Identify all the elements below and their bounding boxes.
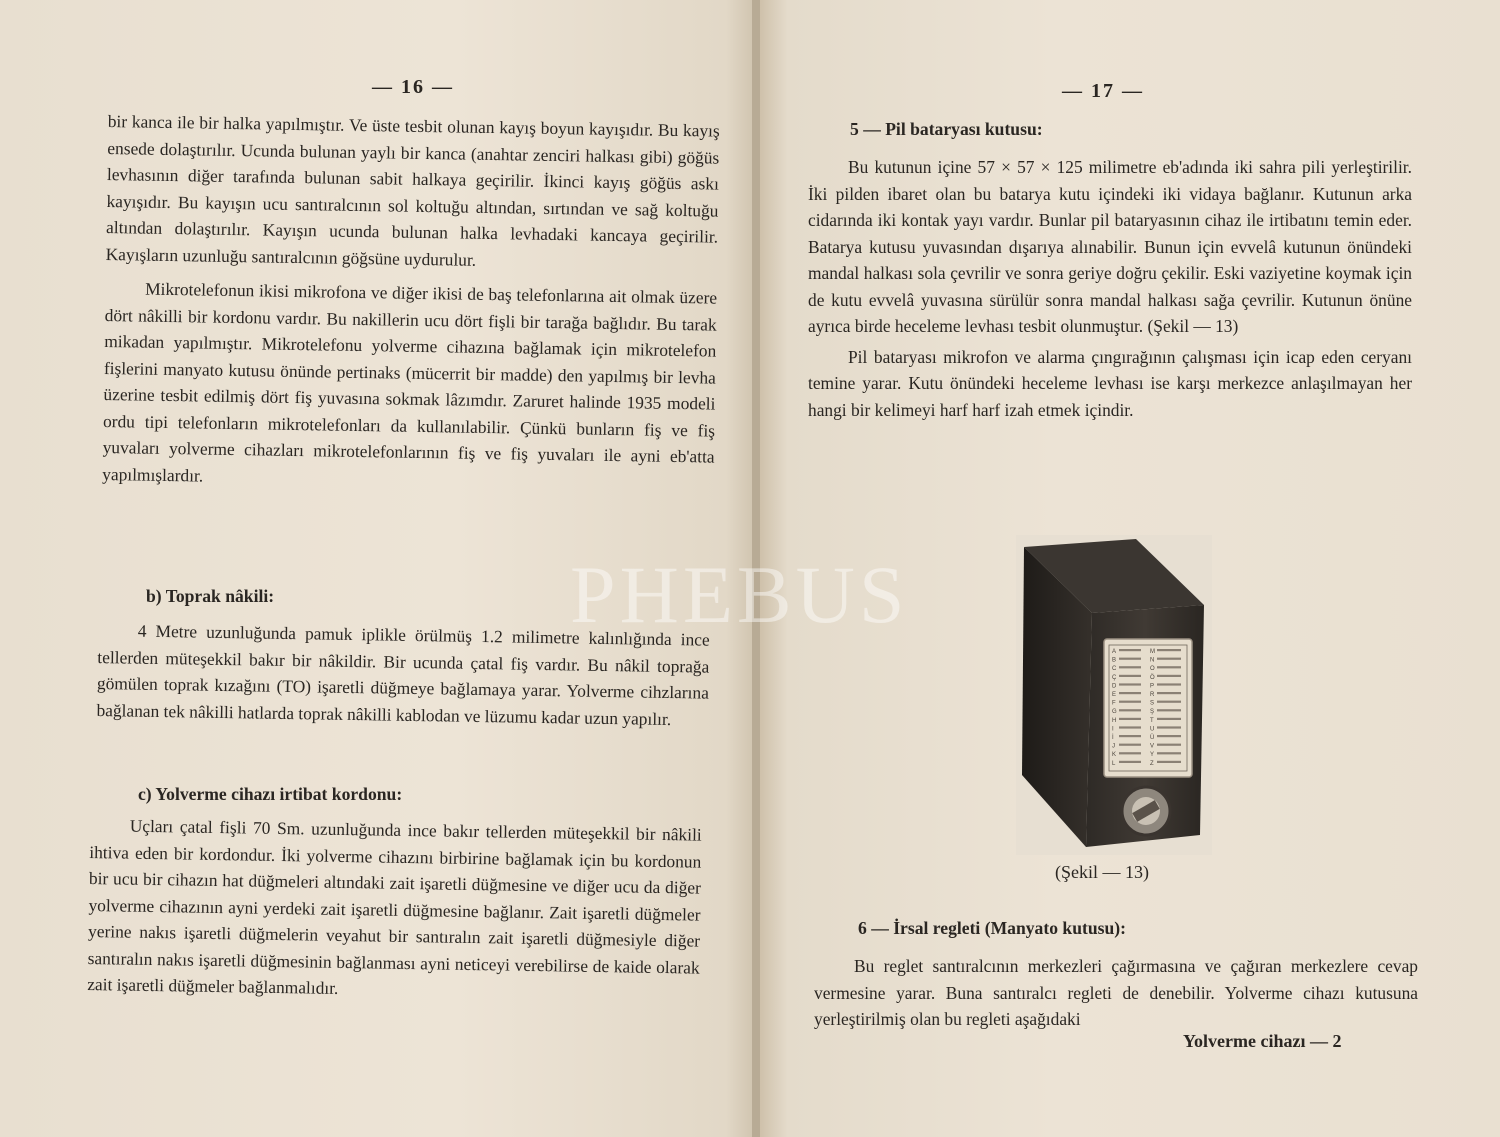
plate-letter: D xyxy=(1112,683,1117,690)
left-paragraph-1: bir kanca ile bir halka yapılmıştır. Ve üste tesbit olunan kayış boyun kayışıdır. Bu kayış ensede dolaştırılır. Ucunda bulunan yaylı bir kanca (anahtar zenciri halkası gibi) göğüs levhasının diğer tarafında bulunan sabit halkaya geçirilir. İkinci kayış göğüs askı kayışıdır. Bu kayışın ucu santıralcının sol koltuğu altından, sırtından ve sağ koltuğu altından dolaştırılır. Kayışın ucunda bulunan halka levhadaki kancaya geçirilir. Kayışların uzunluğu santıralcının göğsüne uydurulur. xyxy=(105,110,720,270)
plate-letter: Y xyxy=(1150,752,1155,759)
plate-letter: R xyxy=(1150,692,1155,698)
plate-letter: İ xyxy=(1112,735,1114,741)
plate-letter: G xyxy=(1112,709,1117,716)
plate-letter: K xyxy=(1112,752,1117,759)
plate-letter: B xyxy=(1112,657,1117,664)
plate-letter: Ş xyxy=(1150,709,1155,716)
left-paragraph-4: Uçları çatal fişli 70 Sm. uzunluğunda ince bakır tellerden müteşekkil bir nâkili ihtiva eden bir kordondur. İki yolverme cihazını birbirine bağlamak için bu kordonun bir ucu bir cihazın hat düğmeleri altındaki zait işaretli düğmesine ve diğer ucu da diğer yolverme cihazının ayni yerdeki zait işaretli düğmesine bağlanır. Zait işaretli düğmeler yerine nakıs işaretli düğmelerin veyahut bir santıralın zait işaretli düğmesiyle diğer santıralın nakıs işaretli düğmesinin bağlanması ayni neticeyi verebilirse de kaide olarak zait işaretli düğmeler bağlanmalıdır. xyxy=(87,815,702,998)
right-paragraph-3: Bu reglet santıralcının merkezleri çağırmasına ve çağıran merkezlere cevap vermesine yarar. Buna santıralcı regleti de denebilir. Yolverme cihazı kutusuna yerleştirilmiş olan bu regleti aşağıdaki xyxy=(814,956,1418,1029)
plate-letter: Ö xyxy=(1150,674,1155,681)
watermark: PHEBUS xyxy=(570,549,909,640)
plate-letter: J xyxy=(1112,743,1115,750)
plate-letter: U xyxy=(1150,726,1155,733)
plate-letter: M xyxy=(1150,649,1155,655)
plate-letter: P xyxy=(1150,683,1155,690)
plate-letter: Ç xyxy=(1112,674,1117,681)
plate-letter: Ü xyxy=(1150,735,1155,741)
plate-letter: L xyxy=(1112,760,1116,767)
left-page-body xyxy=(102,108,720,497)
plate-letter: F xyxy=(1112,700,1116,707)
left-paragraph-3: 4 Metre uzunluğunda pamuk iplikle örülmüş 1.2 milimetre kalınlığında ince tellerden müteşekkil bakır bir nâkildir. Bir ucunda çatal fiş vardır. Bu nâkil toprağa gömülen toprak kızağını (TO) işaretli düğmeye bağlamaya yarar. Yolverme cihzlarına bağlanan tek nâkilli hatlarda toprak nâkilli kablodan ve lüzumu kadar uzun yapılır. xyxy=(96,620,710,729)
left-page-number: — 16 — xyxy=(372,76,454,98)
right-paragraph-2: Pil bataryası mikrofon ve alarma çıngırağının çalışması için icap eden ceryanı temine yarar. Kutu önündeki heceleme levhası ise karşı merkezce anlaşılmayan her hangi bir kelimeyi harf harf izah etmek içindir. xyxy=(808,346,1412,420)
plate-letter: V xyxy=(1150,743,1155,750)
right-page-number: — 17 — xyxy=(1062,80,1144,102)
plate-letter: H xyxy=(1112,717,1117,724)
left-paragraph-2: Mikrotelefonun ikisi mikrofona ve diğer ikisi de baş telefonlarına ait olmak üzere dört nâkilli bir kordonu vardır. Bu nakillerin ucu dört fişli bir tarağa bağlıdır. Bu tarak mikadan yapılmıştır. Mikrotelefonu yolverme cihazına bağlamak için mikrotelefon fişlerini manyato kutusu önünde pertinaks (mücerrit bir madde) den yapılmış bir levha üzerine tesbit edilmiş dört fiş yuvasına sokmak lâzımdır. Zaruret halinde 1935 modeli ordu tipi telefonların mikrotelefonları da kullanılabilir. Çünkü bunların fiş ve fiş yuvaları yolverme cihazları mikrotelefonlarının fiş ve fiş yuvaları ile ayni eb'atta yapılmışlardır. xyxy=(102,278,718,486)
heading-pil-bataryasi: 5 — Pil bataryası kutusu: xyxy=(850,119,1043,139)
right-paragraph-1: Bu kutunun içine 57 × 57 × 125 milimetre eb'adında iki sahra pili yerleştirilir. İki pilden ibaret olan bu batarya kutu içindeki iki vidaya bağlanır. Kutunun arka cidarında iki kontak yayı vardır. Bunlar pil bataryasının cihaz ile irtibatını temin eder. Batarya kutusu yuvasından dışarıya alınabilir. Bunun için evvelâ kutunun önündeki mandal halkası sola çevrilir ve sonra geriye doğru çekilir. Eski vaziyetine koymak için de kutu evvelâ yuvasına sürülür sonra mandal halkası sağa çevrilir. Kutunun önüne ayrıca birde heceleme levhası tesbit olunmuştur. (Şekil — 13) xyxy=(808,157,1412,336)
plate-letter: S xyxy=(1150,700,1155,707)
heading-irtibat-kordonu: c) Yolverme cihazı irtibat kordonu: xyxy=(138,784,403,804)
plate-letter: I xyxy=(1112,726,1114,733)
plate-letter: Z xyxy=(1150,760,1154,767)
plate-letter: N xyxy=(1150,657,1155,664)
right-page-body xyxy=(808,154,1412,423)
heading-irsal-regleti: 6 — İrsal regleti (Manyato kutusu): xyxy=(858,918,1126,938)
right-paragraph-3-block xyxy=(814,953,1418,1033)
plate-letter: C xyxy=(1112,666,1117,673)
plate-letter: T xyxy=(1150,717,1154,724)
figure-caption: (Şekil — 13) xyxy=(1055,862,1149,882)
page-footer-signature: Yolverme cihazı — 2 xyxy=(1183,1031,1342,1051)
plate-letter: O xyxy=(1150,666,1155,673)
left-paragraph-4-block xyxy=(87,812,702,1007)
plate-letter: E xyxy=(1112,692,1117,698)
plate-letter: A xyxy=(1112,649,1117,655)
heading-toprak-nakili: b) Toprak nâkili: xyxy=(146,586,275,606)
battery-box-photo xyxy=(1016,535,1212,855)
